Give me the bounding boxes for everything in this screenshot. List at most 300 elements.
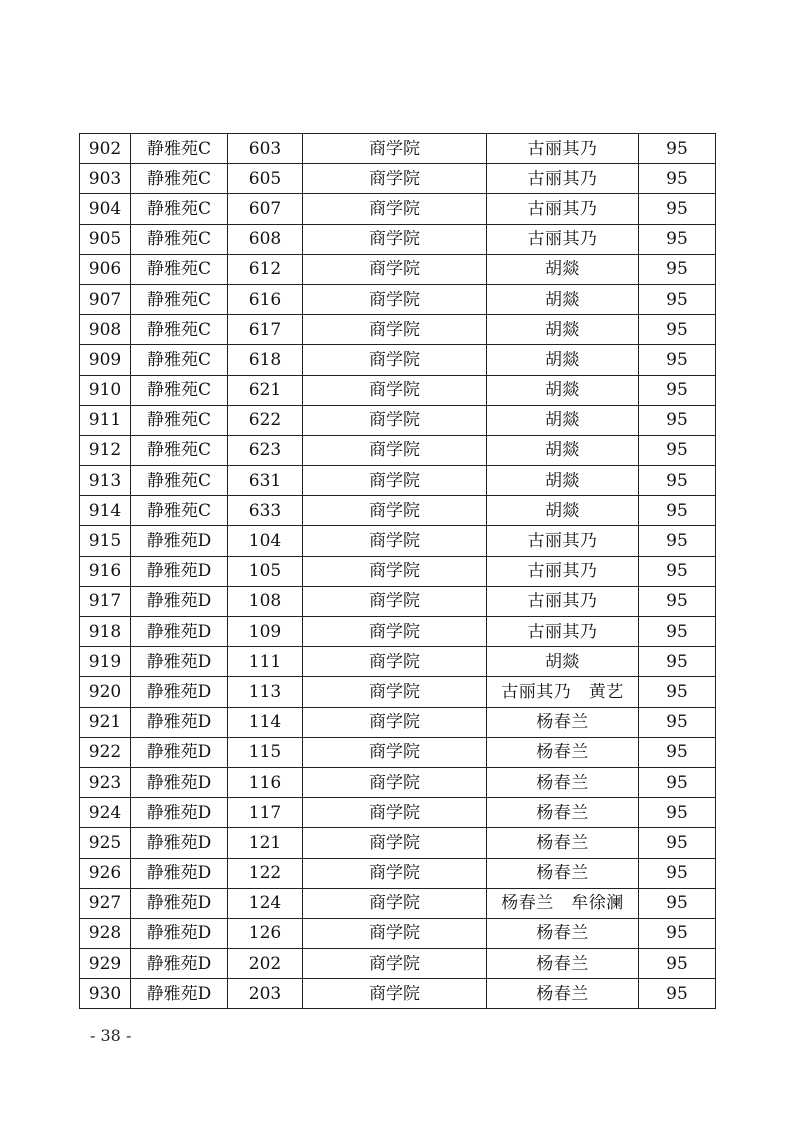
room-number-cell xyxy=(228,345,303,375)
building-text: 静雅苑C xyxy=(146,501,211,520)
inspector-name-text: 杨春兰 xyxy=(536,803,589,822)
inspector-name-cell xyxy=(487,647,639,677)
college-text: 商学院 xyxy=(369,441,420,460)
row-index-cell xyxy=(80,828,131,858)
room-number-text: 108 xyxy=(248,592,282,611)
room-number-text: 612 xyxy=(248,260,282,279)
row-index-cell xyxy=(80,194,131,224)
score-text: 95 xyxy=(666,803,688,822)
inspector-name-cell xyxy=(487,375,639,405)
row-index-cell xyxy=(80,254,131,284)
building-text: 静雅苑C xyxy=(146,441,211,460)
inspector-name-cell xyxy=(487,315,639,345)
college-cell xyxy=(303,677,487,707)
building-text: 静雅苑C xyxy=(146,350,211,369)
score-cell xyxy=(639,435,716,465)
building-cell xyxy=(131,405,228,435)
college-cell xyxy=(303,617,487,647)
row-index-cell xyxy=(80,526,131,556)
table-body xyxy=(80,134,716,1009)
table-row xyxy=(80,375,716,405)
building-text: 静雅苑D xyxy=(146,864,212,883)
building-cell xyxy=(131,858,228,888)
room-number-text: 113 xyxy=(248,682,282,701)
building-cell xyxy=(131,315,228,345)
room-number-text: 116 xyxy=(248,773,282,792)
score-text: 95 xyxy=(666,471,688,490)
room-number-cell xyxy=(228,194,303,224)
room-number-cell xyxy=(228,767,303,797)
row-index-text: 906 xyxy=(88,260,122,279)
inspector-name-cell xyxy=(487,707,639,737)
inspector-name-text: 古丽其乃 xyxy=(527,139,598,158)
inspector-name-cell xyxy=(487,284,639,314)
row-index-cell xyxy=(80,707,131,737)
score-cell xyxy=(639,677,716,707)
building-text: 静雅苑C xyxy=(146,169,211,188)
building-cell xyxy=(131,556,228,586)
inspector-name-cell xyxy=(487,617,639,647)
table-row xyxy=(80,466,716,496)
inspector-name-cell xyxy=(487,435,639,465)
score-cell xyxy=(639,164,716,194)
college-text: 商学院 xyxy=(369,139,420,158)
building-text: 静雅苑D xyxy=(146,773,212,792)
table-row xyxy=(80,284,716,314)
row-index-text: 905 xyxy=(88,230,122,249)
inspector-name-text: 古丽其乃 xyxy=(527,230,598,249)
inspector-name-cell xyxy=(487,345,639,375)
building-text: 静雅苑C xyxy=(146,230,211,249)
row-index-cell xyxy=(80,647,131,677)
inspector-name-cell xyxy=(487,556,639,586)
college-text: 商学院 xyxy=(369,984,420,1003)
room-number-cell xyxy=(228,526,303,556)
score-text: 95 xyxy=(666,984,688,1003)
room-number-text: 633 xyxy=(248,501,282,520)
score-cell xyxy=(639,737,716,767)
building-text: 静雅苑D xyxy=(146,984,212,1003)
row-index-cell xyxy=(80,979,131,1009)
table-row xyxy=(80,164,716,194)
row-index-text: 921 xyxy=(88,713,122,732)
inspector-name-cell xyxy=(487,254,639,284)
college-cell xyxy=(303,435,487,465)
inspector-name-text: 杨春兰 xyxy=(536,773,589,792)
row-index-text: 907 xyxy=(88,290,122,309)
college-cell xyxy=(303,707,487,737)
building-cell xyxy=(131,918,228,948)
row-index-cell xyxy=(80,405,131,435)
score-text: 95 xyxy=(666,713,688,732)
room-number-cell xyxy=(228,134,303,164)
table-row xyxy=(80,858,716,888)
building-cell xyxy=(131,254,228,284)
college-text: 商学院 xyxy=(369,290,420,309)
table-row xyxy=(80,134,716,164)
college-cell xyxy=(303,134,487,164)
building-cell xyxy=(131,224,228,254)
building-cell xyxy=(131,496,228,526)
score-text: 95 xyxy=(666,320,688,339)
building-text: 静雅苑C xyxy=(146,290,211,309)
room-number-cell xyxy=(228,164,303,194)
score-cell xyxy=(639,767,716,797)
college-cell xyxy=(303,254,487,284)
room-number-cell xyxy=(228,677,303,707)
score-cell xyxy=(639,617,716,647)
building-text: 静雅苑C xyxy=(146,411,211,430)
score-cell xyxy=(639,858,716,888)
inspector-name-cell xyxy=(487,858,639,888)
inspector-name-text: 胡燚 xyxy=(545,652,580,671)
inspector-name-text: 胡燚 xyxy=(545,411,580,430)
college-cell xyxy=(303,375,487,405)
building-cell xyxy=(131,677,228,707)
college-cell xyxy=(303,798,487,828)
row-index-text: 925 xyxy=(88,833,122,852)
score-text: 95 xyxy=(666,139,688,158)
row-index-cell xyxy=(80,617,131,647)
inspector-name-cell xyxy=(487,134,639,164)
score-cell xyxy=(639,979,716,1009)
building-cell xyxy=(131,284,228,314)
building-cell xyxy=(131,194,228,224)
building-cell xyxy=(131,647,228,677)
inspector-name-cell xyxy=(487,737,639,767)
building-cell xyxy=(131,979,228,1009)
row-index-text: 902 xyxy=(88,139,122,158)
score-text: 95 xyxy=(666,592,688,611)
row-index-cell xyxy=(80,224,131,254)
score-text: 95 xyxy=(666,350,688,369)
college-text: 商学院 xyxy=(369,471,420,490)
inspector-name-text: 杨春兰 xyxy=(536,713,589,732)
row-index-text: 919 xyxy=(88,652,122,671)
room-number-text: 607 xyxy=(248,199,282,218)
building-text: 静雅苑C xyxy=(146,381,211,400)
inspector-name-text: 古丽其乃 黄艺 xyxy=(501,682,624,701)
inspector-name-cell xyxy=(487,405,639,435)
building-cell xyxy=(131,526,228,556)
table-row xyxy=(80,405,716,435)
inspector-name-cell xyxy=(487,164,639,194)
room-number-text: 122 xyxy=(248,864,282,883)
college-text: 商学院 xyxy=(369,773,420,792)
college-text: 商学院 xyxy=(369,682,420,701)
inspector-name-text: 杨春兰 xyxy=(536,833,589,852)
inspector-name-text: 杨春兰 xyxy=(536,864,589,883)
college-cell xyxy=(303,647,487,677)
table-row xyxy=(80,315,716,345)
inspector-name-text: 胡燚 xyxy=(545,290,580,309)
room-number-text: 105 xyxy=(248,562,282,581)
building-cell xyxy=(131,435,228,465)
college-text: 商学院 xyxy=(369,199,420,218)
college-cell xyxy=(303,315,487,345)
college-cell xyxy=(303,345,487,375)
room-number-cell xyxy=(228,647,303,677)
room-number-cell xyxy=(228,828,303,858)
inspector-name-cell xyxy=(487,767,639,797)
college-text: 商学院 xyxy=(369,743,420,762)
row-index-cell xyxy=(80,858,131,888)
room-number-text: 114 xyxy=(248,713,282,732)
college-cell xyxy=(303,496,487,526)
row-index-cell xyxy=(80,345,131,375)
score-cell xyxy=(639,526,716,556)
table-row xyxy=(80,556,716,586)
room-number-cell xyxy=(228,435,303,465)
inspector-name-cell xyxy=(487,979,639,1009)
college-text: 商学院 xyxy=(369,622,420,641)
score-text: 95 xyxy=(666,501,688,520)
building-text: 静雅苑C xyxy=(146,199,211,218)
table-row xyxy=(80,798,716,828)
row-index-text: 924 xyxy=(88,803,122,822)
college-text: 商学院 xyxy=(369,411,420,430)
building-text: 静雅苑D xyxy=(146,682,212,701)
page-number: - 38 - xyxy=(90,1026,132,1045)
room-number-text: 603 xyxy=(248,139,282,158)
table-row xyxy=(80,888,716,918)
college-cell xyxy=(303,888,487,918)
room-number-cell xyxy=(228,979,303,1009)
table-row xyxy=(80,496,716,526)
room-number-text: 126 xyxy=(248,924,282,943)
room-number-cell xyxy=(228,617,303,647)
room-number-cell xyxy=(228,315,303,345)
building-cell xyxy=(131,466,228,496)
row-index-cell xyxy=(80,677,131,707)
inspector-name-text: 杨春兰 xyxy=(536,954,589,973)
room-number-text: 109 xyxy=(248,622,282,641)
college-cell xyxy=(303,164,487,194)
score-cell xyxy=(639,345,716,375)
college-cell xyxy=(303,526,487,556)
score-cell xyxy=(639,315,716,345)
score-cell xyxy=(639,918,716,948)
college-cell xyxy=(303,828,487,858)
score-cell xyxy=(639,556,716,586)
row-index-text: 927 xyxy=(88,894,122,913)
table-row xyxy=(80,767,716,797)
room-number-text: 631 xyxy=(248,471,282,490)
room-number-cell xyxy=(228,254,303,284)
inspector-name-text: 古丽其乃 xyxy=(527,562,598,581)
score-text: 95 xyxy=(666,199,688,218)
inspector-name-text: 胡燚 xyxy=(545,260,580,279)
room-number-text: 618 xyxy=(248,350,282,369)
score-cell xyxy=(639,405,716,435)
row-index-text: 911 xyxy=(88,411,122,430)
building-cell xyxy=(131,707,228,737)
table-row xyxy=(80,979,716,1009)
score-text: 95 xyxy=(666,622,688,641)
row-index-text: 926 xyxy=(88,864,122,883)
building-text: 静雅苑D xyxy=(146,924,212,943)
room-number-text: 202 xyxy=(248,954,282,973)
table-row xyxy=(80,224,716,254)
score-text: 95 xyxy=(666,532,688,551)
inspector-name-cell xyxy=(487,949,639,979)
row-index-text: 903 xyxy=(88,169,122,188)
row-index-cell xyxy=(80,888,131,918)
room-number-text: 115 xyxy=(248,743,282,762)
score-cell xyxy=(639,798,716,828)
row-index-text: 923 xyxy=(88,773,122,792)
score-cell xyxy=(639,647,716,677)
college-text: 商学院 xyxy=(369,954,420,973)
room-number-text: 104 xyxy=(248,532,282,551)
inspector-name-text: 胡燚 xyxy=(545,501,580,520)
building-cell xyxy=(131,164,228,194)
row-index-text: 908 xyxy=(88,320,122,339)
college-cell xyxy=(303,556,487,586)
room-number-cell xyxy=(228,375,303,405)
row-index-cell xyxy=(80,315,131,345)
college-cell xyxy=(303,767,487,797)
inspector-name-text: 胡燚 xyxy=(545,381,580,400)
row-index-cell xyxy=(80,375,131,405)
row-index-text: 913 xyxy=(88,471,122,490)
college-text: 商学院 xyxy=(369,592,420,611)
college-text: 商学院 xyxy=(369,803,420,822)
row-index-text: 930 xyxy=(88,984,122,1003)
inspector-name-text: 古丽其乃 xyxy=(527,592,598,611)
score-text: 95 xyxy=(666,260,688,279)
room-number-text: 124 xyxy=(248,894,282,913)
score-cell xyxy=(639,888,716,918)
row-index-text: 914 xyxy=(88,501,122,520)
college-text: 商学院 xyxy=(369,350,420,369)
score-text: 95 xyxy=(666,894,688,913)
room-number-cell xyxy=(228,798,303,828)
inspector-name-text: 杨春兰 xyxy=(536,984,589,1003)
room-number-cell xyxy=(228,284,303,314)
inspector-name-text: 胡燚 xyxy=(545,350,580,369)
college-text: 商学院 xyxy=(369,864,420,883)
row-index-text: 918 xyxy=(88,622,122,641)
inspector-name-text: 杨春兰 xyxy=(536,743,589,762)
score-text: 95 xyxy=(666,773,688,792)
building-text: 静雅苑D xyxy=(146,592,212,611)
building-text: 静雅苑C xyxy=(146,139,211,158)
inspector-name-text: 古丽其乃 xyxy=(527,199,598,218)
building-text: 静雅苑D xyxy=(146,833,212,852)
row-index-cell xyxy=(80,134,131,164)
row-index-text: 929 xyxy=(88,954,122,973)
college-text: 商学院 xyxy=(369,833,420,852)
building-text: 静雅苑D xyxy=(146,954,212,973)
inspector-name-cell xyxy=(487,828,639,858)
room-number-text: 111 xyxy=(248,652,282,671)
inspector-name-text: 杨春兰 牟徐澜 xyxy=(501,894,624,913)
score-text: 95 xyxy=(666,169,688,188)
inspector-name-cell xyxy=(487,496,639,526)
room-number-text: 622 xyxy=(248,411,282,430)
college-cell xyxy=(303,224,487,254)
building-text: 静雅苑D xyxy=(146,562,212,581)
score-cell xyxy=(639,496,716,526)
row-index-text: 920 xyxy=(88,682,122,701)
score-cell xyxy=(639,134,716,164)
college-text: 商学院 xyxy=(369,532,420,551)
room-number-text: 121 xyxy=(248,833,282,852)
building-cell xyxy=(131,375,228,405)
score-cell xyxy=(639,254,716,284)
row-index-text: 916 xyxy=(88,562,122,581)
table-row xyxy=(80,707,716,737)
table-row xyxy=(80,254,716,284)
room-number-cell xyxy=(228,888,303,918)
inspector-name-cell xyxy=(487,586,639,616)
row-index-text: 909 xyxy=(88,350,122,369)
inspector-name-cell xyxy=(487,466,639,496)
score-text: 95 xyxy=(666,954,688,973)
building-cell xyxy=(131,828,228,858)
building-text: 静雅苑D xyxy=(146,532,212,551)
row-index-cell xyxy=(80,164,131,194)
score-text: 95 xyxy=(666,290,688,309)
inspector-name-cell xyxy=(487,526,639,556)
table-row xyxy=(80,194,716,224)
college-cell xyxy=(303,918,487,948)
score-cell xyxy=(639,707,716,737)
row-index-text: 912 xyxy=(88,441,122,460)
inspector-name-cell xyxy=(487,224,639,254)
building-cell xyxy=(131,617,228,647)
row-index-text: 928 xyxy=(88,924,122,943)
room-number-text: 117 xyxy=(248,803,282,822)
college-text: 商学院 xyxy=(369,924,420,943)
row-index-text: 904 xyxy=(88,199,122,218)
score-cell xyxy=(639,194,716,224)
row-index-cell xyxy=(80,435,131,465)
building-text: 静雅苑D xyxy=(146,743,212,762)
college-text: 商学院 xyxy=(369,713,420,732)
table-row xyxy=(80,586,716,616)
row-index-cell xyxy=(80,466,131,496)
college-cell xyxy=(303,284,487,314)
score-text: 95 xyxy=(666,682,688,701)
inspector-name-cell xyxy=(487,888,639,918)
building-text: 静雅苑D xyxy=(146,894,212,913)
room-number-cell xyxy=(228,918,303,948)
table-row xyxy=(80,647,716,677)
room-number-cell xyxy=(228,858,303,888)
inspector-name-cell xyxy=(487,677,639,707)
building-cell xyxy=(131,345,228,375)
row-index-text: 922 xyxy=(88,743,122,762)
room-number-cell xyxy=(228,466,303,496)
score-cell xyxy=(639,586,716,616)
building-cell xyxy=(131,737,228,767)
table-row xyxy=(80,949,716,979)
college-cell xyxy=(303,405,487,435)
inspector-name-text: 杨春兰 xyxy=(536,924,589,943)
score-cell xyxy=(639,375,716,405)
score-text: 95 xyxy=(666,652,688,671)
college-cell xyxy=(303,737,487,767)
building-text: 静雅苑C xyxy=(146,260,211,279)
score-cell xyxy=(639,466,716,496)
room-number-cell xyxy=(228,496,303,526)
college-text: 商学院 xyxy=(369,320,420,339)
room-number-text: 623 xyxy=(248,441,282,460)
score-text: 95 xyxy=(666,864,688,883)
college-text: 商学院 xyxy=(369,260,420,279)
